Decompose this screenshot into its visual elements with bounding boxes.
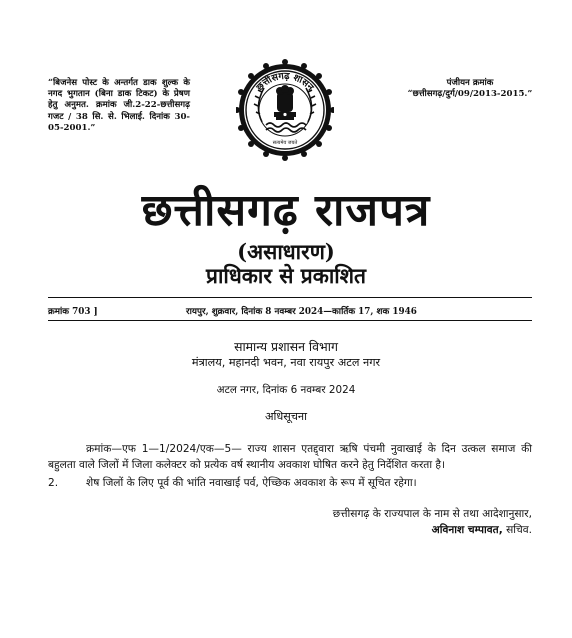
signatory-name: अविनाश चम्पावत, <box>431 524 503 536</box>
gazette-title: छत्तीसगढ़ राजपत्र <box>141 185 431 236</box>
svg-text:छत्तीसगढ़ शासन: छत्तीसगढ़ शासन <box>254 70 316 94</box>
issue-dateline: रायपुर, शुक्रवार, दिनांक 8 नवम्बर 2024—कार्तिक 17, शक 1946 <box>186 307 417 317</box>
closing-line: छत्तीसगढ़ के राज्यपाल के नाम से तथा आदेशानुसार, <box>332 508 532 520</box>
department-address: मंत्रालय, महानदी भवन, नवा रायपुर अटल नगर <box>191 356 381 369</box>
notice-heading: अधिसूचना <box>264 410 308 423</box>
gazette-edition: (असाधारण) <box>237 239 335 264</box>
state-emblem <box>236 58 334 170</box>
postal-permit-note: “बिजनेस पोस्ट के अन्तर्गत डाक शुल्क के नगद भुगतान (बिना डाक टिकट) के प्रेषण हेतु अनुमत. क्रमांक जी.2-22-छत्तीसगढ़ गजट / 38 सि. से. भिलाई. दिनांक 30-05-2001.” <box>48 78 190 133</box>
department-name: सामान्य प्रशासन विभाग <box>234 339 338 354</box>
emblem-seal-icon <box>236 58 334 170</box>
notice-paragraph-2: शेष जिलों के लिए पूर्व की भांति नवाखाई पर्व, ऐच्छिक अवकाश के रूप में सूचित रहेगा। <box>86 477 417 489</box>
registration-note <box>400 78 540 100</box>
signatory-title: सचिव. <box>506 524 532 536</box>
top-divider <box>48 297 532 298</box>
notice-date: अटल नगर, दिनांक 6 नवम्बर 2024 <box>216 384 356 396</box>
svg-text:सत्यमेव जयते: सत्यमेव जयते <box>272 140 298 146</box>
publication-authority: प्राधिकार से प्रकाशित <box>206 263 366 288</box>
bottom-divider <box>48 320 532 321</box>
registration-label: पंजीयन क्रमांक <box>446 78 494 88</box>
registration-number: “छत्तीसगढ़/दुर्ग/09/2013-2015.” <box>407 89 533 100</box>
notice-paragraph-1: क्रमांक—एफ 1—1/2024/एक—5— राज्य शासन एतद्द्वारा ऋषि पंचमी नुवाखाई के दिन उत्कल समाज की बहुलता वाले जिलों में जिला कलेक्टर को प्रत्येक वर्ष स्थानीय अवकाश घोषित करने हेतु निर्देशित करता है। <box>48 443 532 471</box>
paragraph-2-number: 2. <box>48 477 59 489</box>
signature-block <box>432 522 532 538</box>
issue-number: क्रमांक 703 ] <box>48 307 98 317</box>
